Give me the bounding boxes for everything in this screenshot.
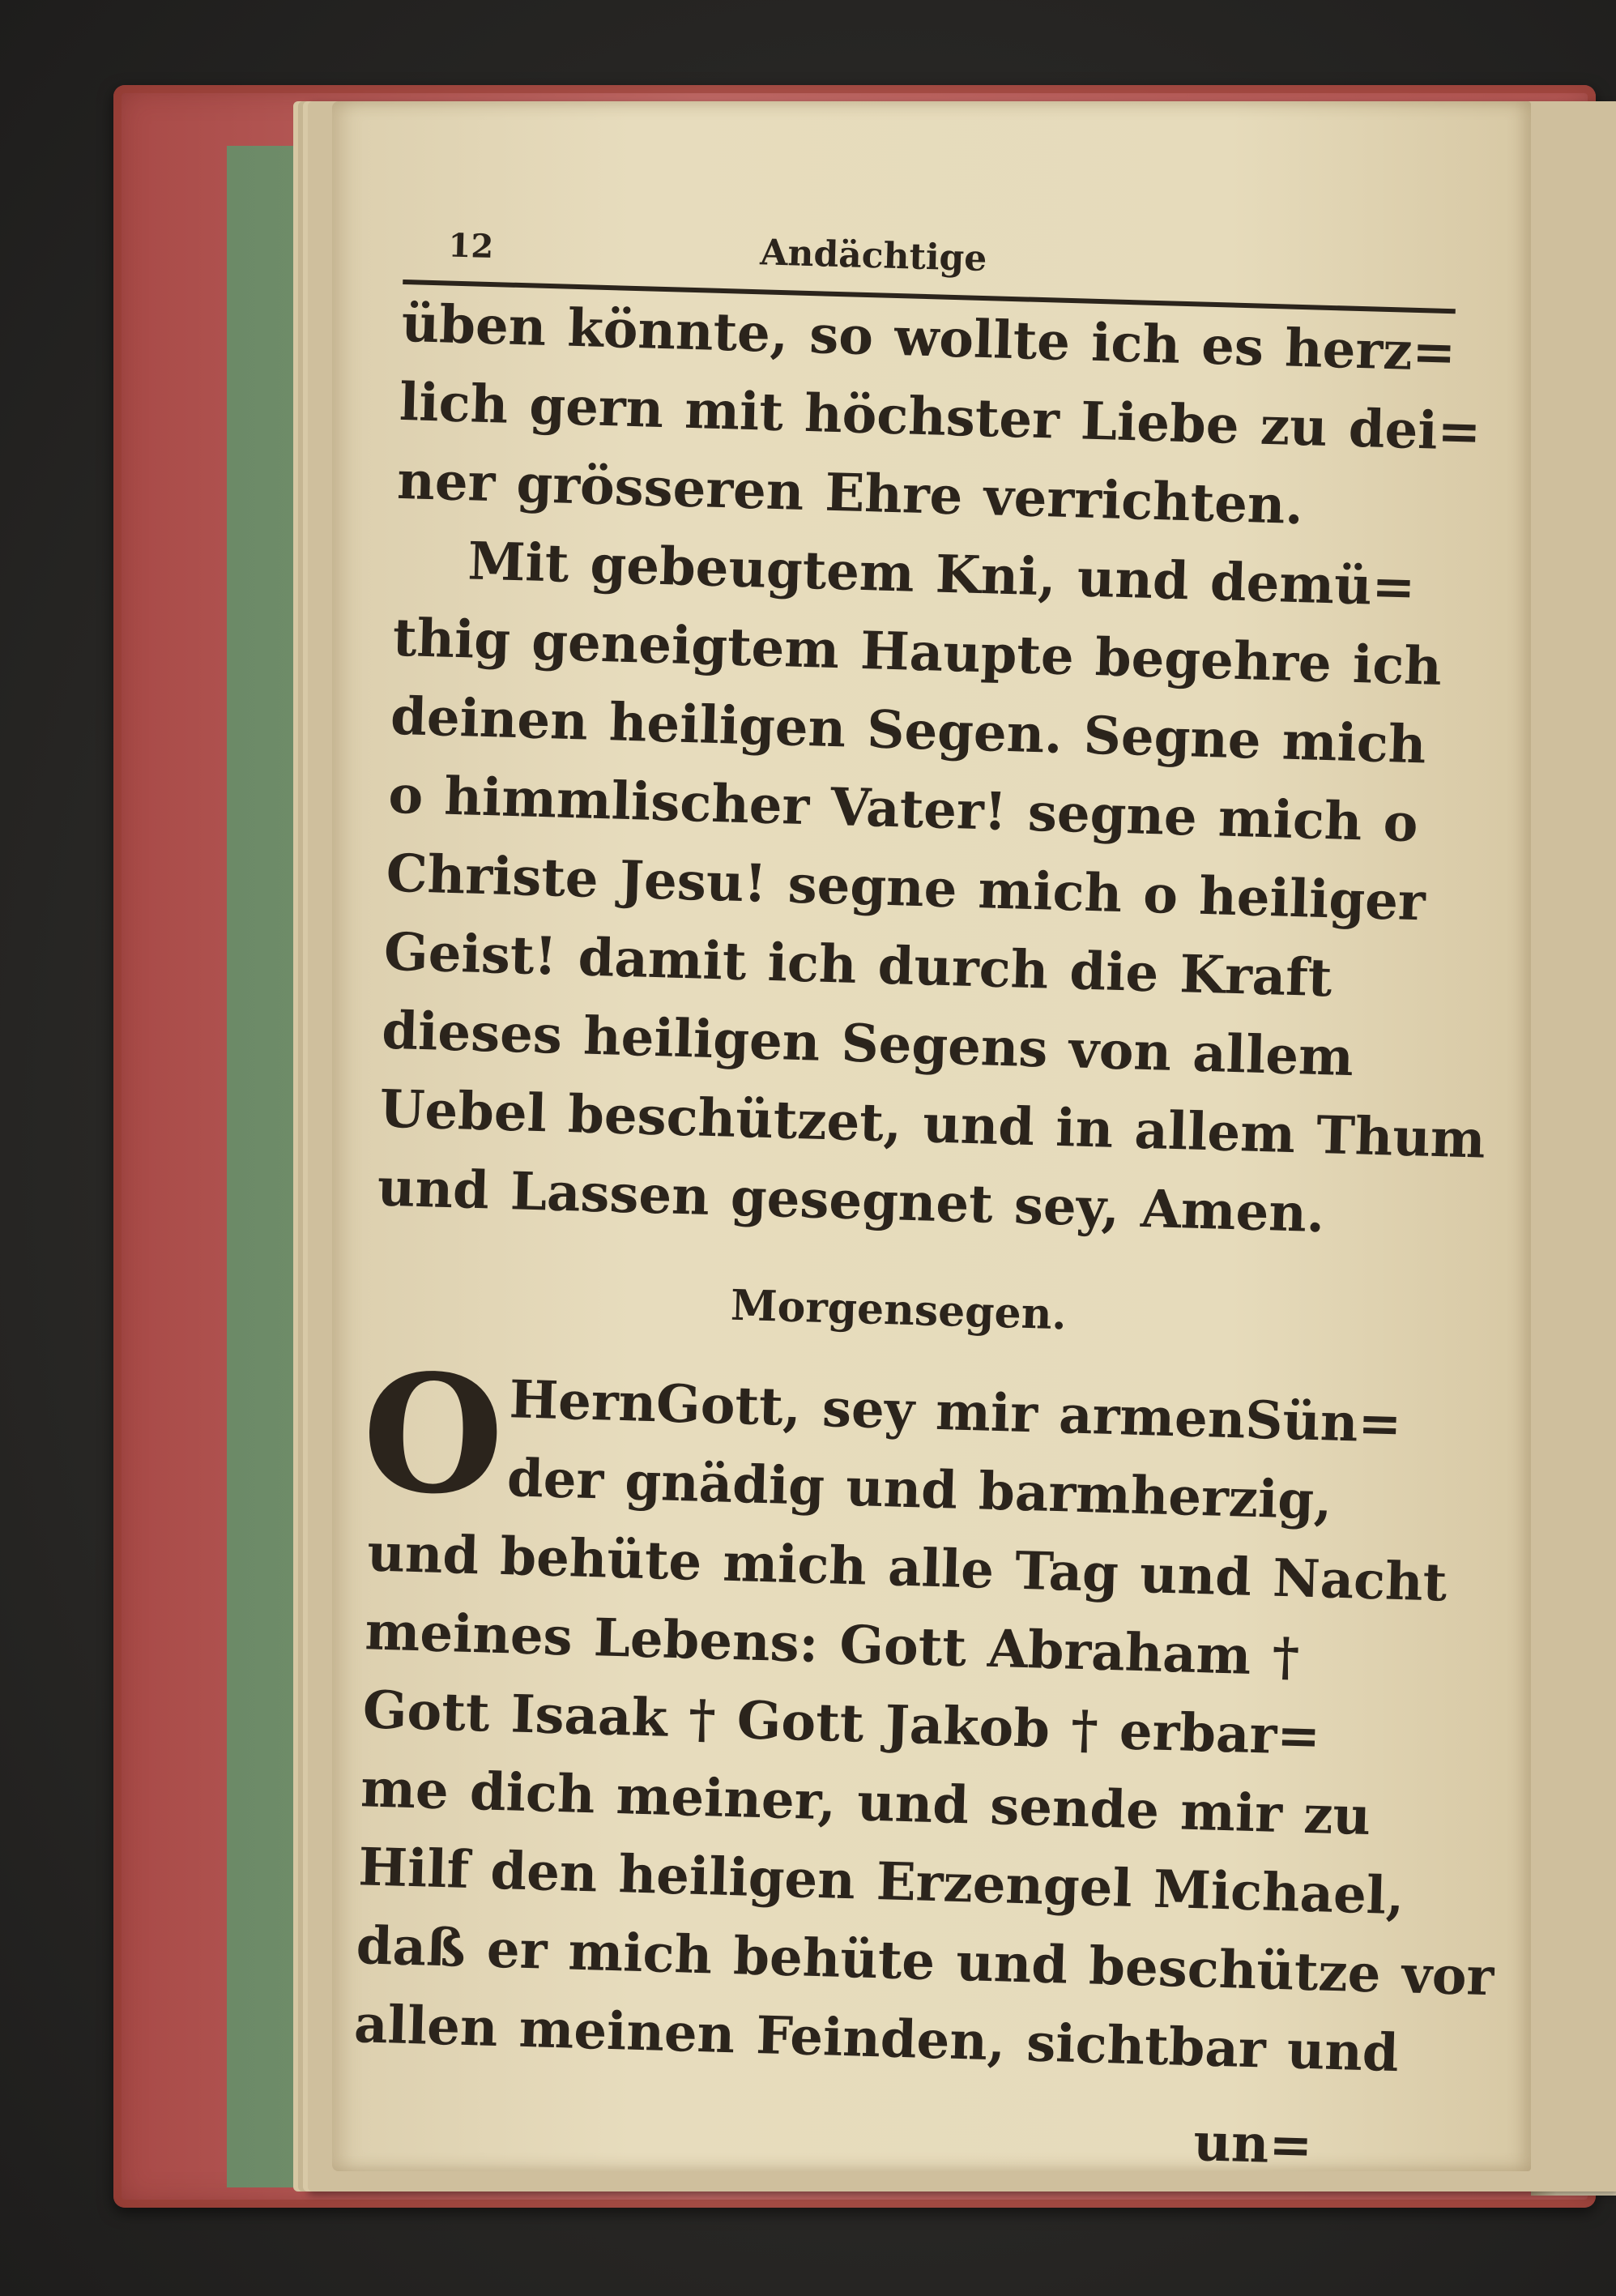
text-line: der gnädig und barmherzig,	[506, 1448, 1333, 1532]
drop-cap: O	[360, 1338, 507, 1532]
paragraph-continuation	[396, 284, 1482, 549]
page-number: 12	[447, 226, 494, 267]
text-line: daß er mich behüte und beschütze vor	[355, 1915, 1495, 2008]
page-text	[351, 203, 1495, 2187]
text-line: und behüte mich alle Tag und Nacht	[366, 1522, 1448, 1614]
text-line: Gott Isaak † Gott Jakob † erbar=	[361, 1679, 1321, 1768]
text-line: Mit gebeugtem Kni, und demü=	[467, 531, 1417, 618]
text-line: üben könnte, so wollte ich es herz=	[400, 292, 1457, 384]
section-heading: Morgensegen.	[730, 1280, 1068, 1340]
paragraph-blessing	[376, 520, 1486, 1257]
prayer-text	[353, 1338, 1495, 2093]
text-line: und Lassen gesegnet sey, Amen.	[376, 1157, 1326, 1245]
text-line: HernGott, sey mir armenSün=	[508, 1369, 1403, 1455]
text-line: Uebel beschützet, und in allem Thum	[378, 1078, 1486, 1171]
text-line: lich gern mit höchster Liebe zu dei=	[399, 371, 1482, 463]
text-line: deinen heiligen Segen. Segne mich	[390, 685, 1427, 776]
running-title: Andächtige	[759, 232, 988, 280]
text-line: Hilf den heiligen Erzengel Michael,	[357, 1837, 1405, 1927]
text-line: Geist! damit ich durch die Kraft	[383, 921, 1333, 1009]
text-line: ner grösseren Ehre verrichten.	[396, 450, 1304, 537]
text-line: me dich meiner, und sende mir zu	[360, 1758, 1372, 1848]
text-line: o himmlischer Vater! segne mich o	[387, 764, 1419, 855]
text-line: allen meinen Feinden, sichtbar und	[353, 1994, 1400, 2085]
text-line: thig geneigtem Haupte begehre ich	[391, 607, 1443, 698]
text-line: Christe Jesu! segne mich o heiliger	[385, 843, 1426, 933]
catchword: un=	[1192, 2112, 1314, 2177]
text-line: dieses heiligen Segens von allem	[381, 1000, 1354, 1089]
text-line: meines Lebens: Gott Abraham †	[364, 1601, 1301, 1688]
